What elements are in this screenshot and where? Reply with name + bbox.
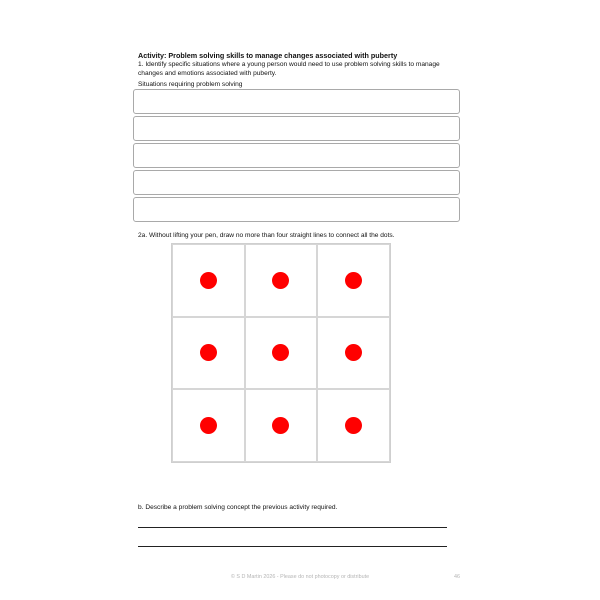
situations-label: Situations requiring problem solving (138, 81, 243, 88)
activity-title: Activity: Problem solving skills to manage changes associated with puberty (138, 51, 398, 60)
copyright-footer: © S D Martin 2026 - Please do not photocopy or distribute (230, 574, 370, 580)
red-dot[interactable] (345, 344, 362, 361)
grid-cell (317, 317, 390, 390)
red-dot[interactable] (345, 417, 362, 434)
question-2a-text: 2a. Without lifting your pen, draw no more than four straight lines to connect all the dots. (138, 232, 395, 239)
grid-cell (172, 317, 245, 390)
nine-dot-grid (171, 243, 391, 463)
answer-line-1[interactable] (138, 527, 447, 528)
grid-cell (245, 317, 318, 390)
question-1-text: 1. Identify specific situations where a young person would need to use problem solving skills to manage changes and emotions associated with puberty. (138, 61, 440, 78)
situation-answer-box-2[interactable] (133, 116, 460, 141)
red-dot[interactable] (200, 344, 217, 361)
red-dot[interactable] (200, 272, 217, 289)
grid-cell (172, 389, 245, 462)
situation-answer-box-1[interactable] (133, 89, 460, 114)
red-dot[interactable] (272, 344, 289, 361)
page-number: 46 (454, 574, 460, 580)
grid-cell (317, 244, 390, 317)
red-dot[interactable] (200, 417, 217, 434)
question-b-text: b. Describe a problem solving concept the previous activity required. (138, 504, 338, 511)
red-dot[interactable] (345, 272, 362, 289)
answer-line-2[interactable] (138, 546, 447, 547)
grid-cell (245, 244, 318, 317)
grid-cell (245, 389, 318, 462)
situation-answer-box-4[interactable] (133, 170, 460, 195)
situation-answer-box-5[interactable] (133, 197, 460, 222)
red-dot[interactable] (272, 272, 289, 289)
grid-cell (172, 244, 245, 317)
grid-cell (317, 389, 390, 462)
situation-answer-box-3[interactable] (133, 143, 460, 168)
red-dot[interactable] (272, 417, 289, 434)
